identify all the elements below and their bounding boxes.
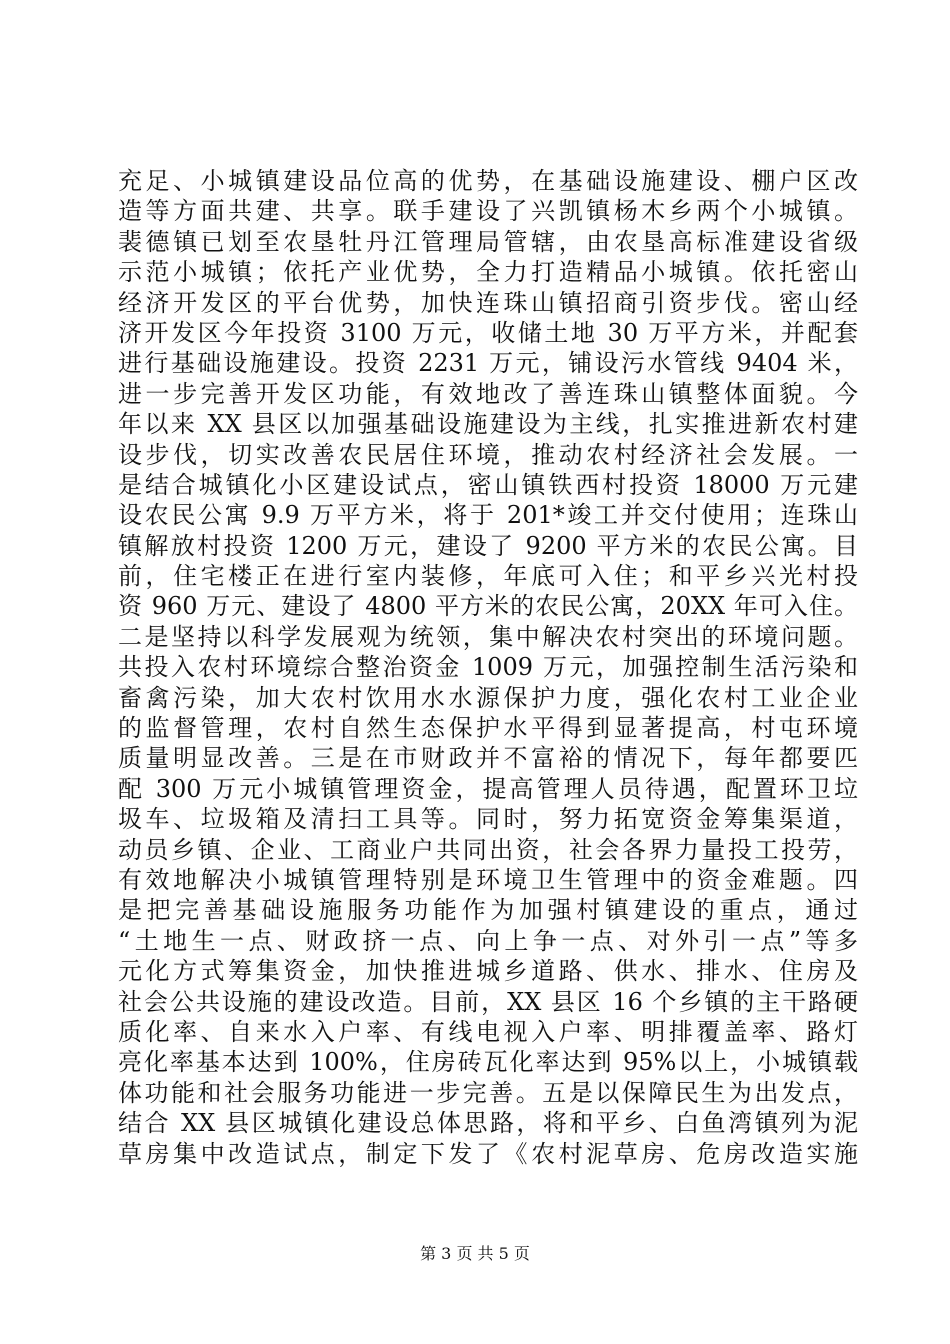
text-line: 畜禽污染，加大农村饮用水水源保护力度，强化农村工业企业 <box>118 683 858 712</box>
text-line: 的监督管理，农村自然生态保护水平得到显著提高，村屯环境 <box>118 714 858 743</box>
text-line: 亮化率基本达到 100%，住房砖瓦化率达到 95%以上，小城镇载 <box>118 1048 858 1077</box>
text-line: 草房集中改造试点，制定下发了《农村泥草房、危房改造实施 <box>118 1139 858 1168</box>
text-line: 前，住宅楼正在进行室内装修，年底可入住；和平乡兴光村投 <box>118 562 858 591</box>
text-line: 充足、小城镇建设品位高的优势，在基础设施建设、棚户区改 <box>118 167 858 195</box>
text-line: 经济开发区的平台优势，加快连珠山镇招商引资步伐。密山经 <box>118 288 858 317</box>
text-line: “土地生一点、财政挤一点、向上争一点、对外引一点”等多 <box>118 926 858 955</box>
text-line: 年以来 XX 县区以加强基础设施建设为主线，扎实推进新农村建 <box>118 410 858 439</box>
text-line: 质化率、自来水入户率、有线电视入户率、明排覆盖率、路灯 <box>118 1017 858 1046</box>
text-line: 裴德镇已划至农垦牡丹江管理局管辖，由农垦高标准建设省级 <box>118 227 858 256</box>
text-line: 动员乡镇、企业、工商业户共同出资，社会各界力量投工投劳， <box>118 835 858 864</box>
text-line: 镇解放村投资 1200 万元，建设了 9200 平方米的农民公寓。目 <box>118 531 858 560</box>
text-line: 配 300 万元小城镇管理资金，提高管理人员待遇，配置环卫垃 <box>118 774 858 803</box>
text-line: 质量明显改善。三是在市财政并不富裕的情况下，每年都要匹 <box>118 744 858 773</box>
page-number: 第 3 页 共 5 页 <box>420 1244 530 1263</box>
text-line: 资 960 万元、建设了 4800 平方米的农民公寓，20XX 年可入住。 <box>118 592 858 621</box>
text-line: 圾车、垃圾箱及清扫工具等。同时，努力拓宽资金筹集渠道， <box>118 805 858 834</box>
text-line: 设农民公寓 9.9 万平方米，将于 201*竣工并交付使用；连珠山 <box>118 501 858 530</box>
text-line: 体功能和社会服务功能进一步完善。五是以保障民生为出发点， <box>118 1078 858 1107</box>
text-line: 有效地解决小城镇管理特别是环境卫生管理中的资金难题。四 <box>118 865 858 894</box>
text-line: 结合 XX 县区城镇化建设总体思路，将和平乡、白鱼湾镇列为泥 <box>118 1109 858 1138</box>
text-line: 是把完善基础设施服务功能作为加强村镇建设的重点，通过 <box>118 896 858 925</box>
text-line: 示范小城镇；依托产业优势，全力打造精品小城镇。依托密山 <box>118 258 858 287</box>
text-line: 社会公共设施的建设改造。目前，XX 县区 16 个乡镇的主干路硬 <box>118 987 858 1016</box>
text-line: 设步伐，切实改善农民居住环境，推动农村经济社会发展。一 <box>118 440 858 469</box>
page-footer <box>0 1244 950 1264</box>
text-line: 元化方式筹集资金，加快推进城乡道路、供水、排水、住房及 <box>118 957 858 986</box>
body-text <box>118 166 858 1169</box>
text-line: 共投入农村环境综合整治资金 1009 万元，加强控制生活污染和 <box>118 653 858 682</box>
text-line: 造等方面共建、共享。联手建设了兴凯镇杨木乡两个小城镇。 <box>118 197 858 226</box>
text-line: 二是坚持以科学发展观为统领，集中解决农村突出的环境问题。 <box>118 622 858 651</box>
text-line: 是结合城镇化小区建设试点，密山镇铁西村投资 18000 万元建 <box>118 470 858 499</box>
text-line: 济开发区今年投资 3100 万元，收储土地 30 万平方米，并配套 <box>118 318 858 347</box>
text-line: 进一步完善开发区功能，有效地改了善连珠山镇整体面貌。今 <box>118 379 858 408</box>
text-line: 进行基础设施建设。投资 2231 万元，铺设污水管线 9404 米， <box>118 349 858 378</box>
